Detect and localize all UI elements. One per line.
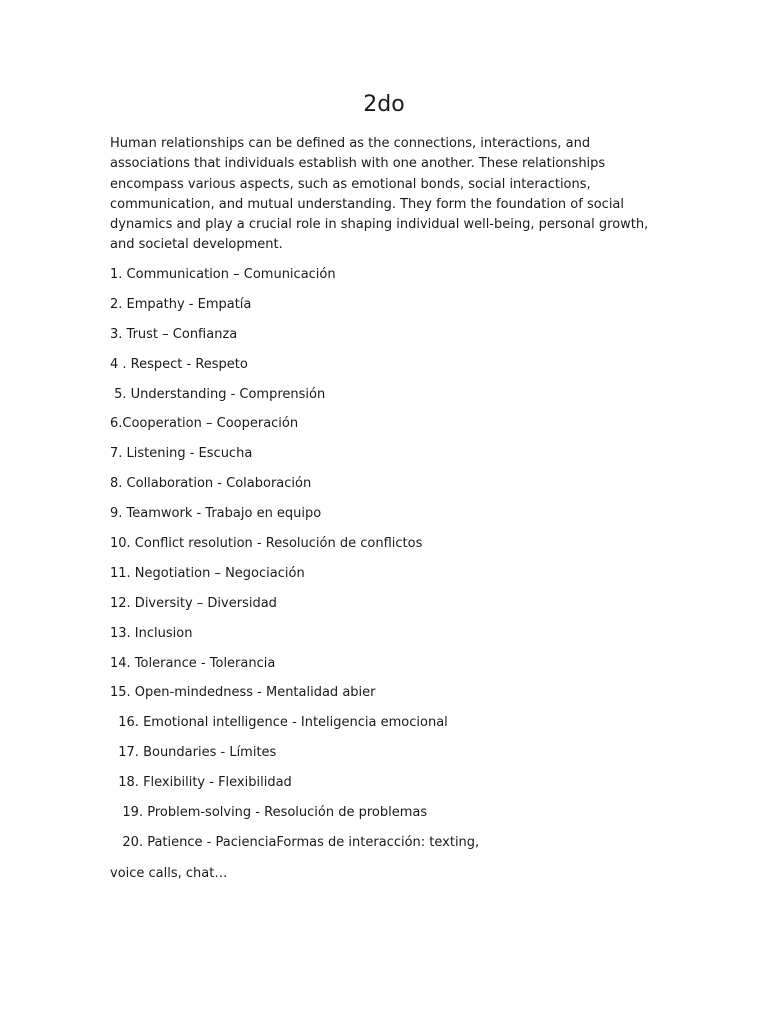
intro-paragraph: Human relationships can be defined as the connections, interactions, and associations that individuals establish with one another. These relationships encompass various aspects, such as emotional bonds, social interactions, communication, and mutual understanding. They form the foundation of social dynamics and play a crucial role in shaping individual well-being, personal growth, and societal development.: [110, 136, 649, 253]
list-item: 7. Listening - Escucha: [110, 446, 253, 462]
list-item: 19. Problem-solving - Resolución de problemas: [110, 805, 428, 821]
list-item: 16. Emotional intelligence - Inteligencia emocional: [110, 715, 448, 731]
term-list: [110, 265, 670, 863]
list-item: 14. Tolerance - Tolerancia: [110, 655, 276, 671]
list-item: 4 . Respect - Respeto: [110, 356, 248, 372]
list-item: 1. Communication – Comunicación: [110, 267, 336, 282]
list-item: 6.Cooperation – Cooperación: [110, 416, 299, 432]
list-item: 15. Open-mindedness - Mentalidad abier: [110, 685, 376, 701]
list-item: 3. Trust – Confianza: [110, 326, 238, 342]
list-item: 2. Empathy - Empatía: [110, 296, 252, 312]
list-item: 5. Understanding - Comprensión: [110, 386, 326, 402]
list-item: 12. Diversity – Diversidad: [110, 595, 277, 611]
list-item: 9. Teamwork - Trabajo en equipo: [110, 506, 322, 522]
document-title: 2do: [363, 92, 405, 117]
closing-line: voice calls, chat…: [110, 866, 228, 881]
list-item: 20. Patience - PacienciaFormas de interacción: texting,: [110, 834, 480, 850]
list-item: 11. Negotiation – Negociación: [110, 565, 305, 581]
list-item: 17. Boundaries - Límites: [110, 745, 277, 761]
list-item: 18. Flexibility - Flexibilidad: [110, 775, 292, 791]
list-item: 10. Conflict resolution - Resolución de conflictos: [110, 536, 423, 552]
list-item: 13. Inclusion: [110, 625, 193, 641]
list-item: 8. Collaboration - Colaboración: [110, 476, 312, 492]
